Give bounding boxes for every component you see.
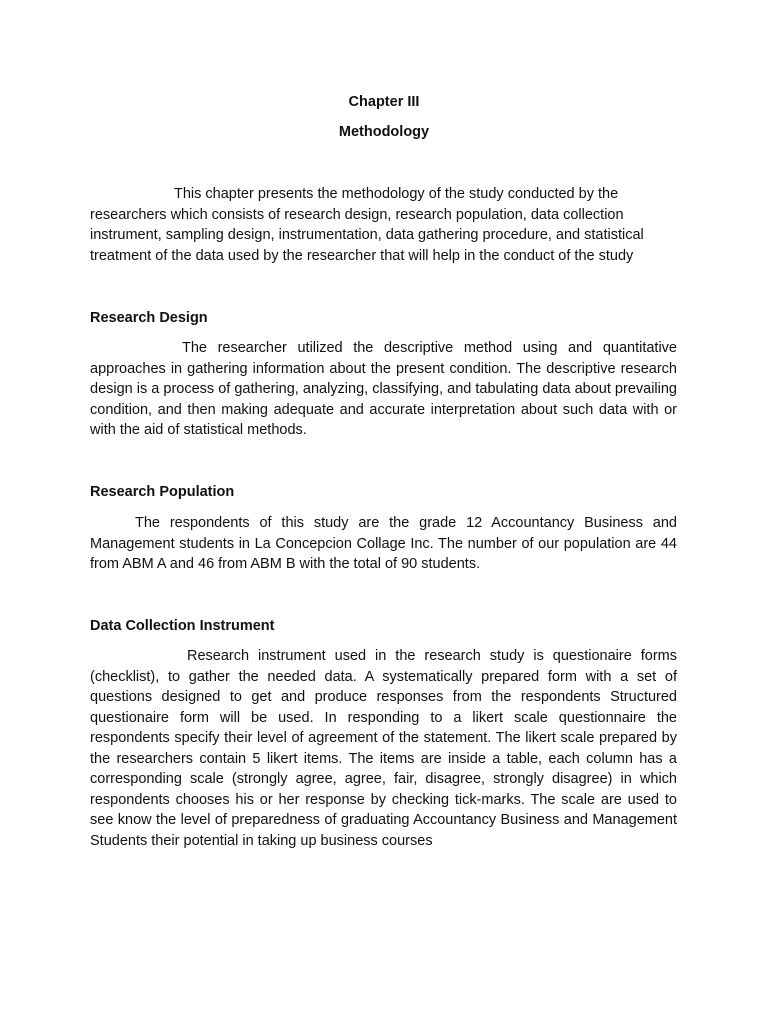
section-body-data-collection-instrument: Research instrument used in the research study is questionaire forms (checklist), to gather the needed data. A systematically prepared form with a set of questions designed to get and produce responses from the respondents Structured questionaire form will be used. In responding to a likert scale questionnaire the respondents specify their level of agreement of the statement. The likert scale prepared by the researchers contain 5 likert items. The items are inside a table, each column has a corresponding scale (strongly agree, agree, fair, disagree, strongly disagree) in which respondents chooses his or her response by checking tick-marks. The scale are used to see know the level of preparedness of graduating Accountancy Business and Management Students their potential in taking up business courses xyxy=(90,648,677,849)
section-heading-research-design: Research Design xyxy=(90,310,208,326)
intro-paragraph: This chapter presents the methodology of the study conducted by the researchers which consists of research design, research population, data collection instrument, sampling design, instrumentation, data gathering procedure, and statistical treatment of the data used by the researcher that will help in the conduct of the study xyxy=(90,186,644,264)
chapter-number: Chapter III xyxy=(348,94,420,110)
section-heading-research-population: Research Population xyxy=(90,484,235,500)
section-body-research-design: The researcher utilized the descriptive method using and quantitative approaches in gathering information about the present condition. The descriptive research design is a process of gathering, analyzing, classifying, and tabulating data about prevailing condition, and then making adequate and accurate interpretation about such data with or with the aid of statistical methods. xyxy=(90,340,677,438)
section-heading-data-collection-instrument: Data Collection Instrument xyxy=(90,618,275,634)
chapter-title: Methodology xyxy=(338,124,430,140)
section-body-research-population: The respondents of this study are the grade 12 Accountancy Business and Management students in La Concepcion Collage Inc. The number of our population are 44 from ABM A and 46 from ABM B with the total of 90 students. xyxy=(90,515,677,572)
